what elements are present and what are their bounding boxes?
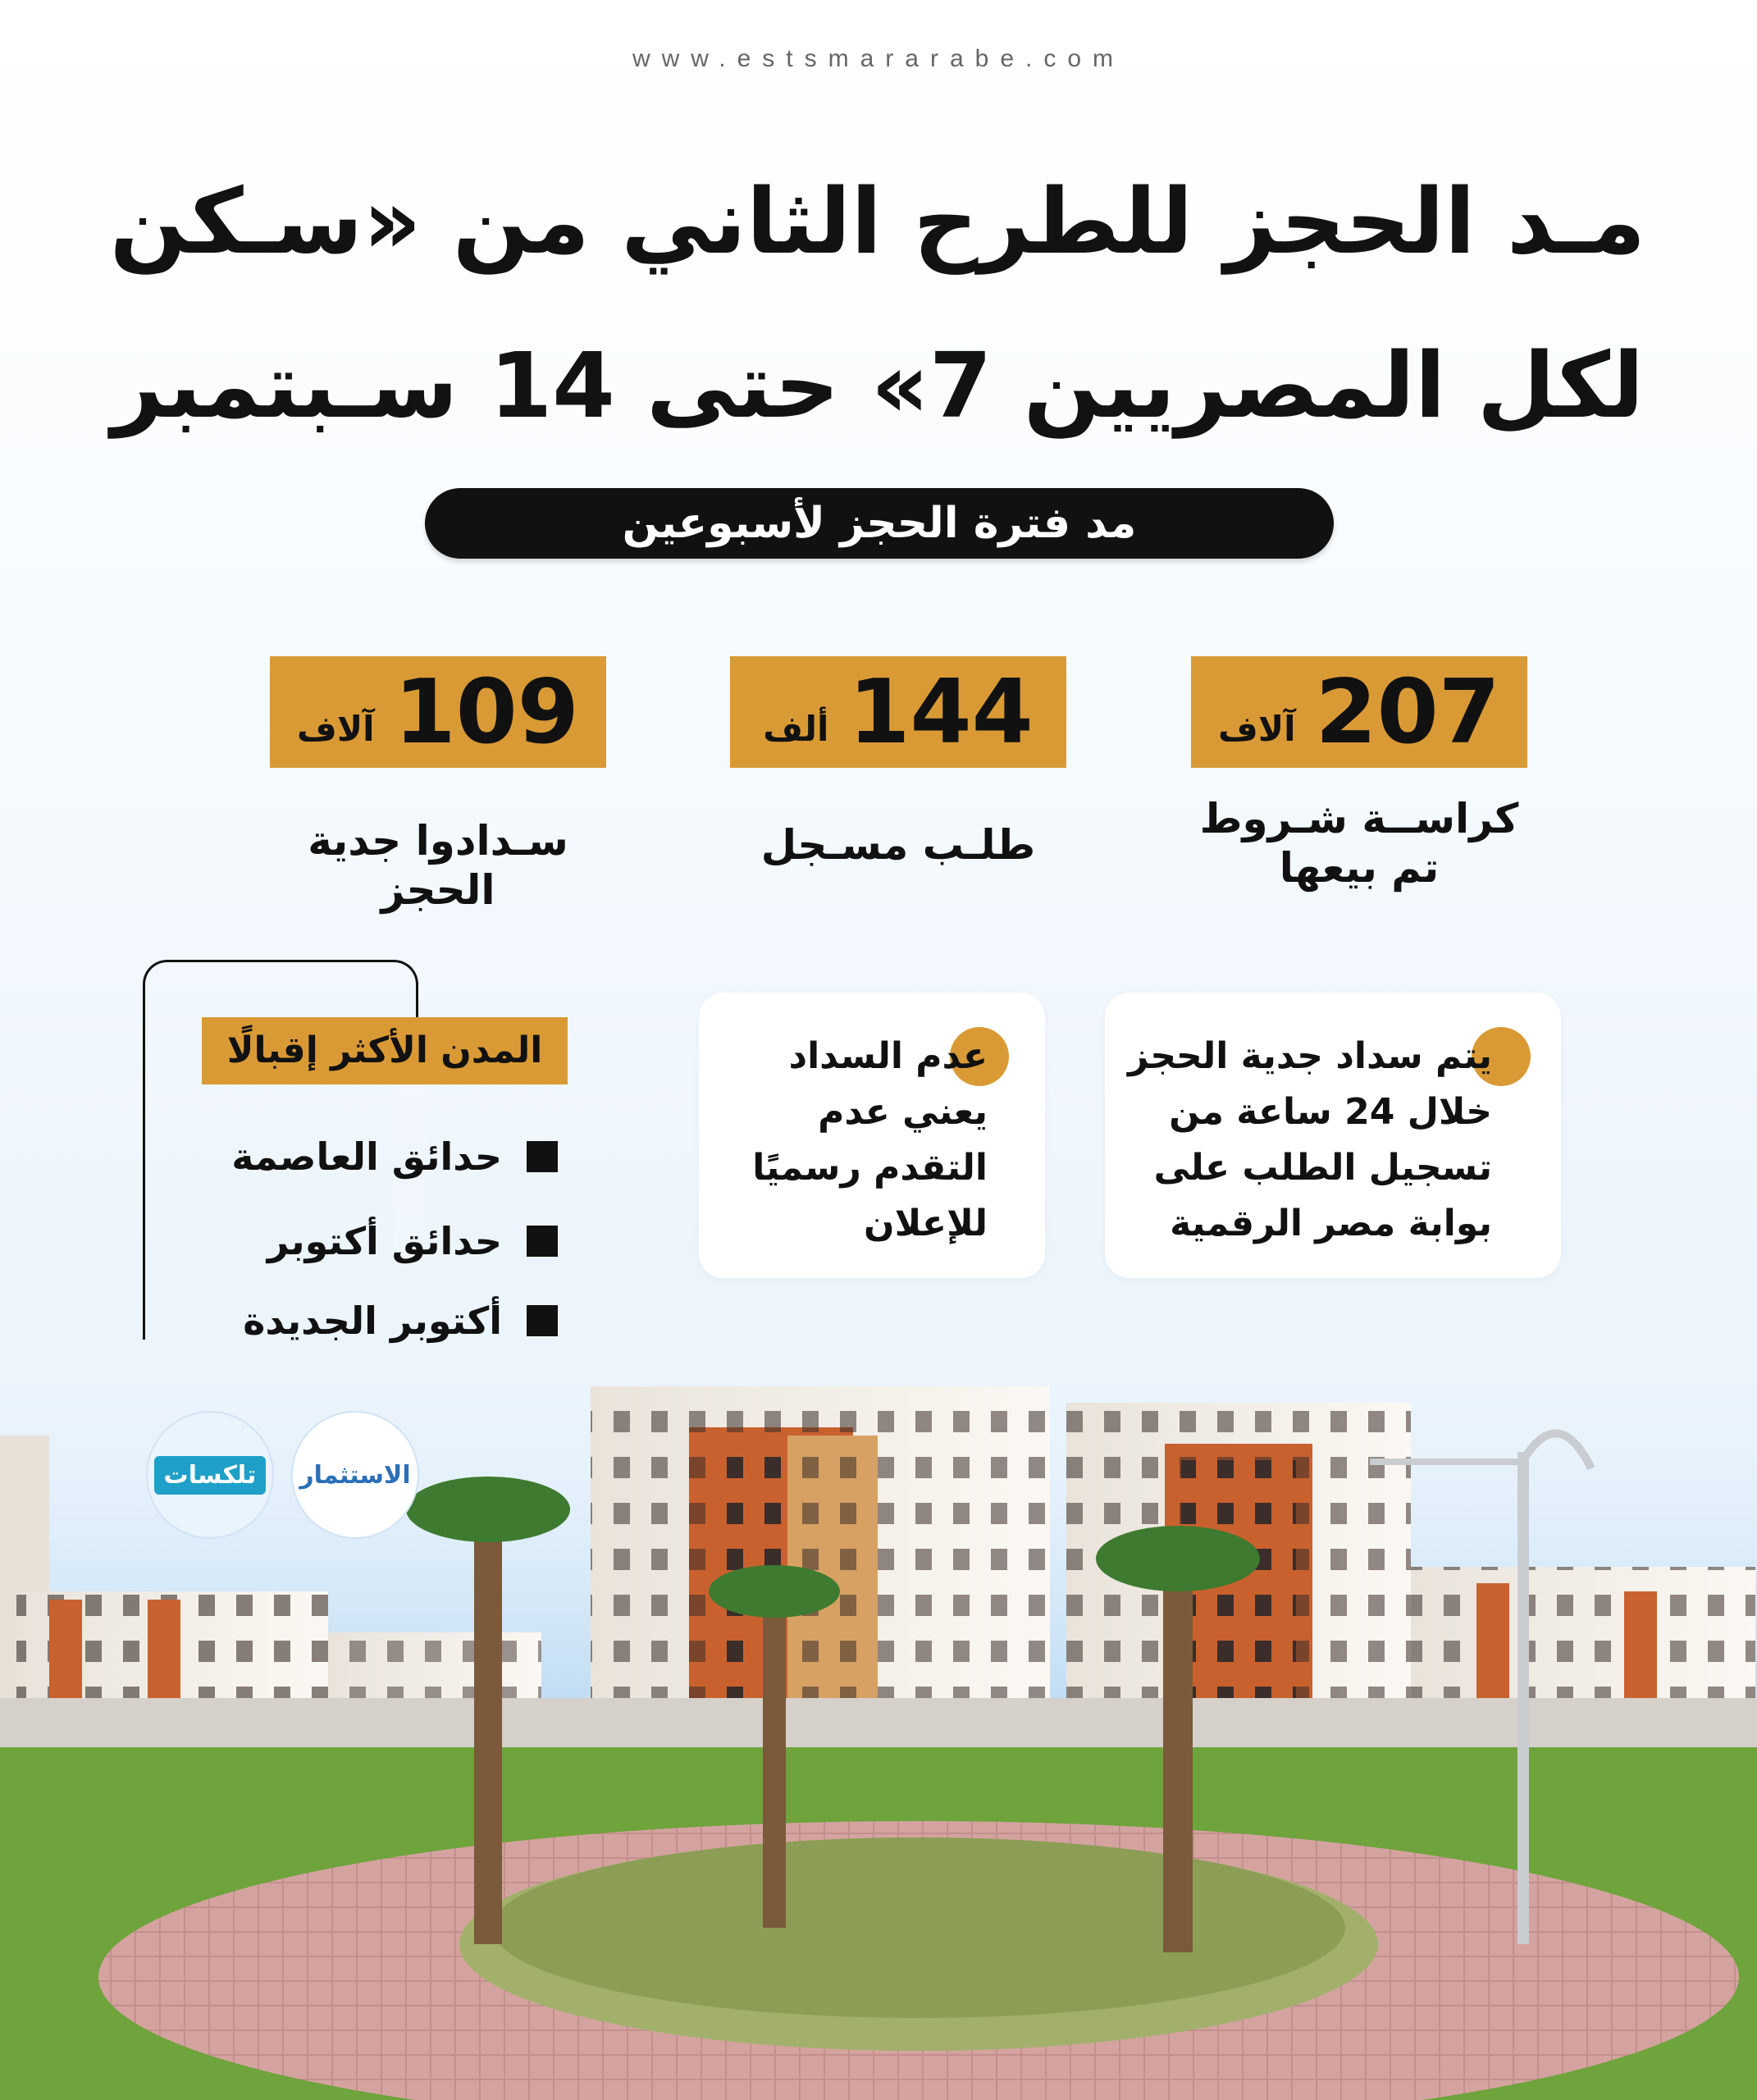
logo-alestethmar — [291, 1411, 419, 1539]
note-line: يعني عدم — [818, 1091, 988, 1133]
site-url: www.estsmararabe.com — [632, 45, 1125, 72]
note-line: عدم السداد — [788, 1035, 988, 1077]
stat-unit: آلاف — [297, 708, 375, 749]
city-item — [197, 1288, 558, 1354]
stat-box-booklets — [1191, 656, 1527, 768]
headline — [98, 139, 1657, 468]
note-card-nonpayment — [699, 993, 1045, 1278]
bullet-square-icon — [527, 1305, 558, 1336]
note-line: يتم سداد جدية الحجز — [1127, 1035, 1492, 1077]
note-line: تسجيل الطلب على — [1153, 1147, 1492, 1189]
bullet-square-icon — [527, 1141, 558, 1172]
city-name: حدائق أكتوبر — [267, 1219, 502, 1263]
stat-unit: ألف — [763, 708, 829, 749]
logo-telexat — [146, 1411, 274, 1539]
note-line: للإعلان — [864, 1203, 988, 1244]
city-name: حدائق العاصمة — [231, 1134, 502, 1179]
cities-title: المدن الأكثر إقبالًا — [202, 1017, 568, 1084]
note-text — [709, 1029, 988, 1252]
stat-box-applications — [730, 656, 1066, 768]
stat-label-paid — [249, 816, 627, 915]
headline-line-1: مـد الحجز للطرح الثاني من «سـكن — [109, 169, 1646, 274]
note-line: بوابة مصر الرقمية — [1170, 1203, 1492, 1244]
note-card-payment — [1105, 993, 1561, 1278]
bullet-square-icon — [527, 1226, 558, 1257]
stat-label-booklets — [1171, 794, 1548, 892]
stat-label-line: كراســة شـروط — [1199, 795, 1519, 842]
subheadline-pill: مد فترة الحجز لأسبوعين — [425, 488, 1334, 559]
stat-number: 109 — [394, 660, 579, 764]
note-line: خلال 24 ساعة من — [1169, 1091, 1492, 1133]
stat-label-line: سـدادوا جدية الحجز — [308, 817, 568, 914]
stat-label-line: تم بيعها — [1279, 844, 1440, 892]
logo-text: الاستثمار — [299, 1460, 411, 1490]
stat-number: 144 — [848, 660, 1034, 764]
note-text — [1098, 1029, 1492, 1252]
stat-box-paid — [270, 656, 606, 768]
stat-unit: آلاف — [1218, 708, 1296, 749]
note-line: التقدم رسميًا — [752, 1147, 988, 1189]
city-item — [197, 1208, 558, 1274]
city-item — [197, 1124, 558, 1189]
stat-number: 207 — [1315, 660, 1500, 764]
city-name: أكتوبر الجديدة — [243, 1299, 502, 1343]
stat-label-line: طلـب مسـجل — [760, 821, 1036, 869]
headline-line-2: لكل المصريين 7» حتى 14 سـبتمبر — [111, 333, 1645, 438]
logo-text: تلكسات — [154, 1456, 267, 1495]
stat-label-applications — [710, 820, 1087, 870]
